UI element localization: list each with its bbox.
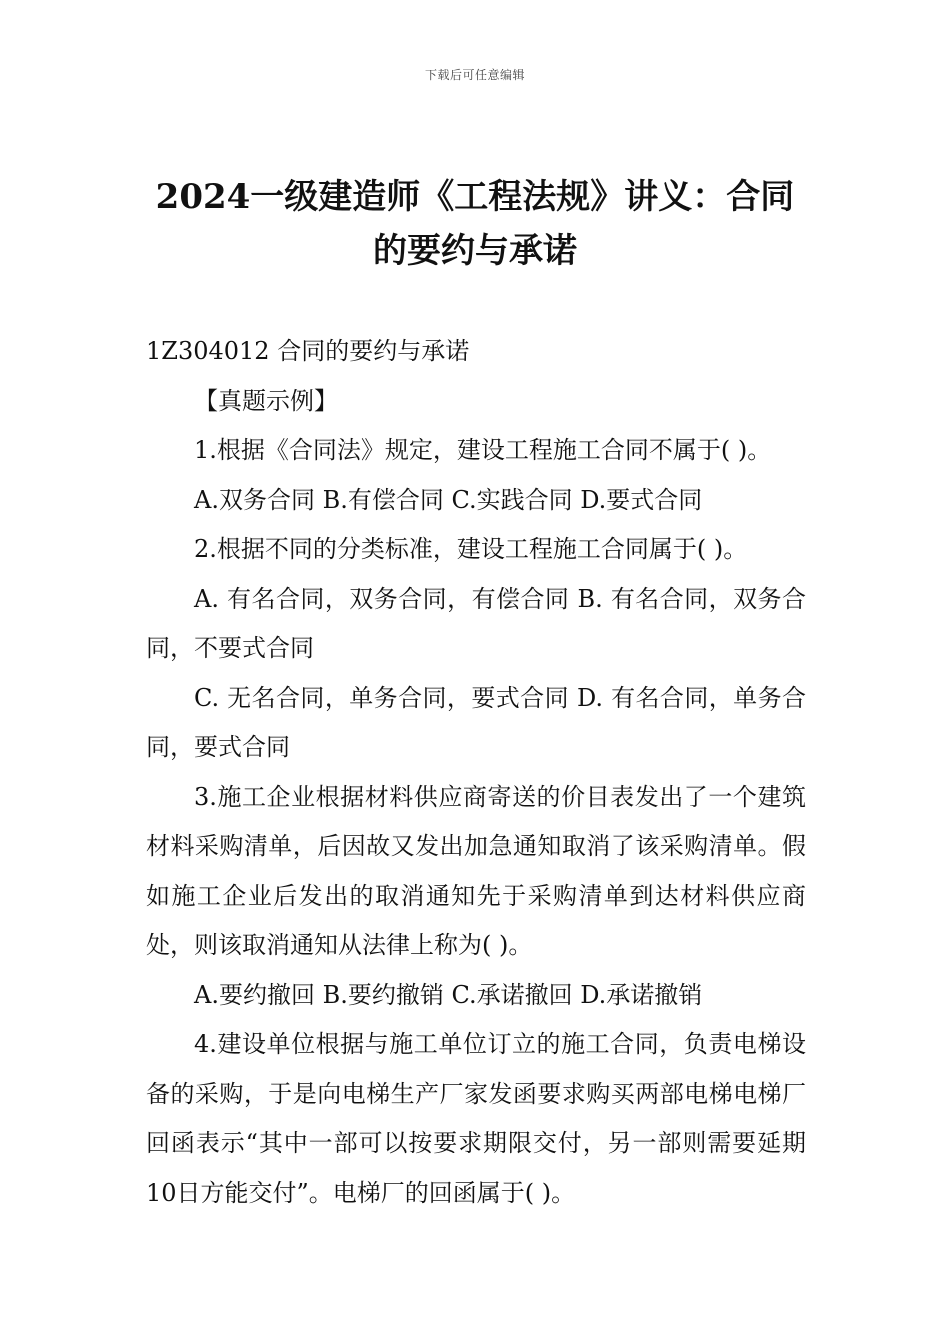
example-heading: 【真题示例】 [194,386,338,415]
title-line-2: 的要约与承诺 [373,231,577,271]
question-1-options: A.双务合同 B.有偿合同 C.实践合同 D.要式合同 [194,485,703,514]
question-2: 2.根据不同的分类标准，建设工程施工合同属于( )。 [194,535,748,563]
title-line-1: 2024一级建造师《工程法规》讲义：合同 [155,177,795,217]
document-title [120,170,830,278]
question-2-options-cd: C. 无名合同，单务合同，要式合同 D. 有名合同，单务合同，要式合同 [146,683,806,761]
question-2-options-ab: A. 有名合同，双务合同，有偿合同 B. 有名合同，双务合同，不要式合同 [146,584,806,662]
section-heading: 1Z304012 合同的要约与承诺 [146,337,470,365]
question-3-options: A.要约撤回 B.要约撤销 C.承诺撤回 D.承诺撤销 [194,980,703,1009]
question-4: 4.建设单位根据与施工单位订立的施工合同，负责电梯设备的采购，于是向电梯生产厂家发函要求购买两部电梯电梯厂回函表示“其中一部可以按要求期限交付，另一部则需要延期10日方能交付”。电梯厂的回函属于( )。 [146,1030,806,1207]
header-note: 下载后可任意编辑 [424,68,525,82]
document-body [146,327,806,1218]
question-3: 3.施工企业根据材料供应商寄送的价目表发出了一个建筑材料采购清单，后因故又发出加急通知取消了该采购清单。假如施工企业后发出的取消通知先于采购清单到达材料供应商处，则该取消通知从法律上称为( )。 [146,782,806,959]
question-1: 1.根据《合同法》规定，建设工程施工合同不属于( )。 [194,436,772,464]
